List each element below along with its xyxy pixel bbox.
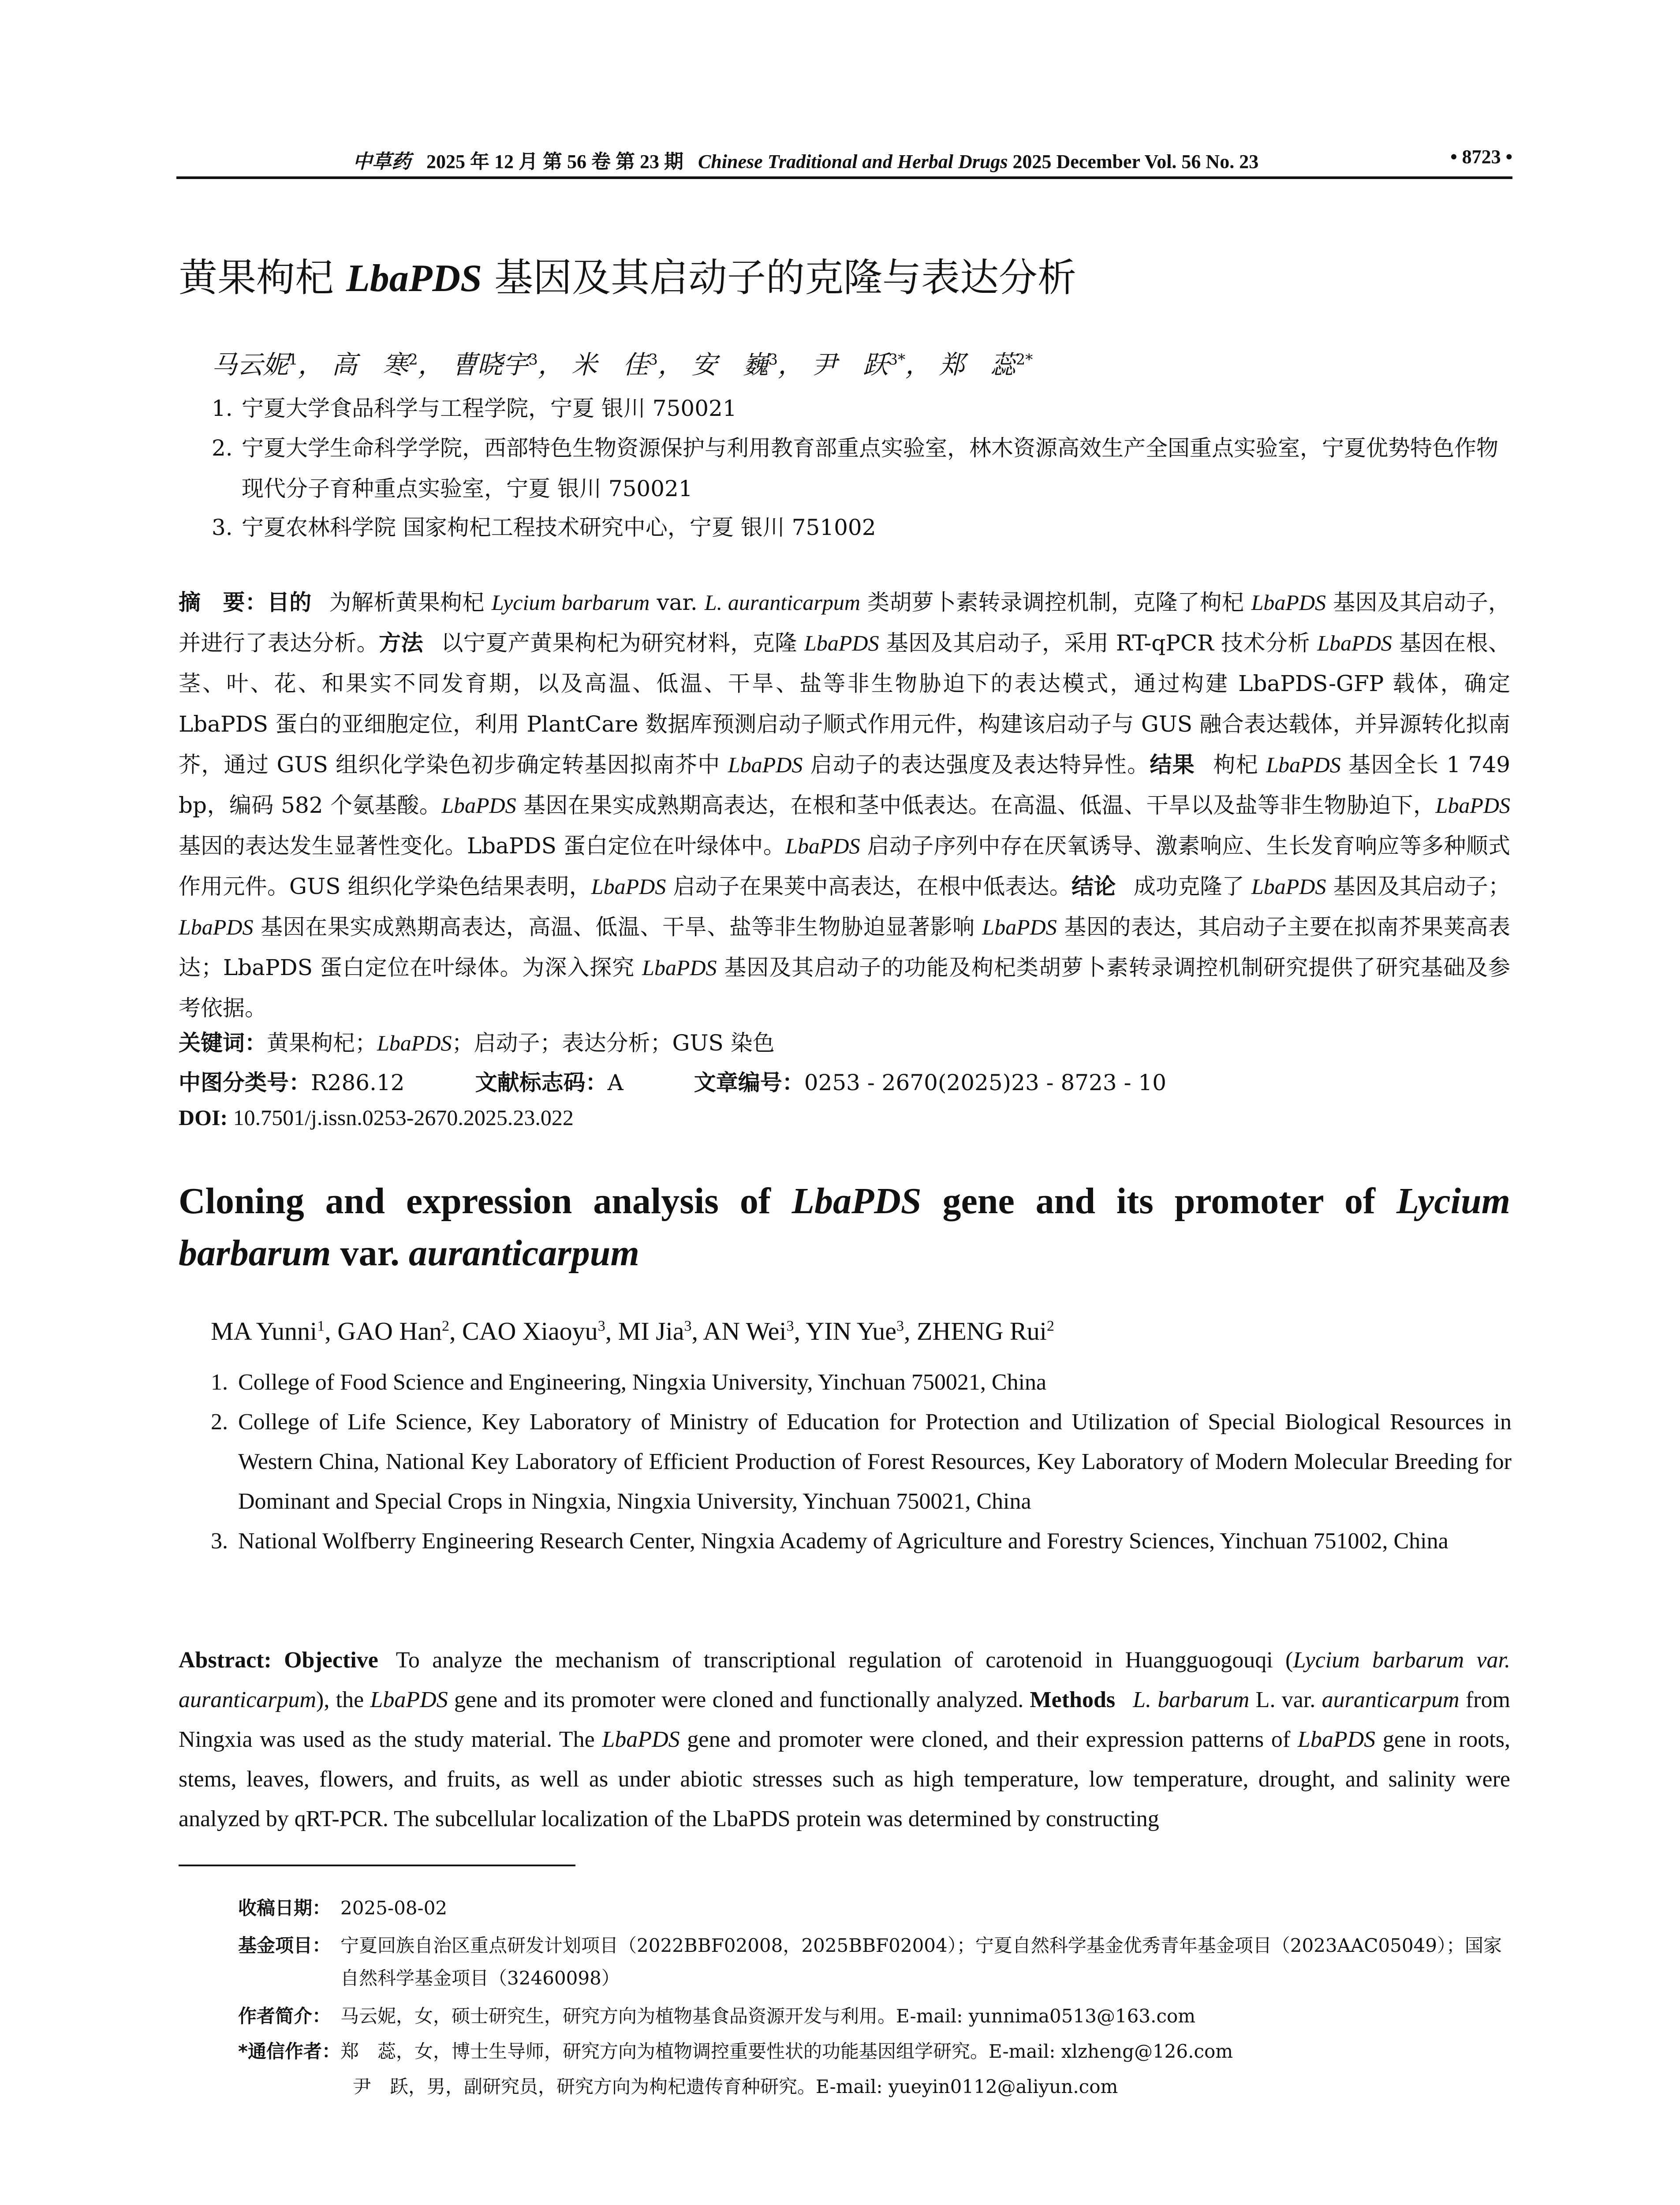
issue-en: 2025 December Vol. 56 No. 23 [1012, 151, 1259, 172]
author-en: CAO Xiaoyu [462, 1317, 598, 1345]
running-header [176, 142, 1512, 179]
author-cn: 尹 跃 [811, 350, 889, 380]
footnote-corresponding-2: 尹 跃，男，副研究员，研究方向为枸杞遗传育种研究。E-mail: yueyin0112@aliyun.com [353, 2076, 1118, 2097]
abstract-en: Abstract: Objective To analyze the mechanism of transcriptional regulation of carotenoid in Huangguogouqi (Lycium barbarum var. auranticarpum), the LbaPDS gene and its promoter were cloned and functionally analyzed. Methods L. barbarum L. var. auranticarpum from Ningxia was used as the study material. The LbaPDS gene and promoter were cloned, and their expression patterns of LbaPDS gene in roots, stems, leaves, flowers, and fruits, as well as under abiotic stresses such as high temperature, low temperature, drought, and salinity were analyzed by qRT-PCR. The subcellular localization of the LbaPDS protein was determined by constructing [179, 1648, 1510, 1831]
author-en: MA Yunni [211, 1317, 317, 1345]
title-en: Cloning and expression analysis of LbaPDS gene and its promoter of Lycium barbarum var. auranticarpum [179, 1181, 1510, 1274]
author-en: YIN Yue [806, 1317, 897, 1345]
classification-line: 中图分类号：R286.12 文献标志码：A 文章编号：0253 - 2670(2025)23 - 8723 - 10 [179, 1070, 1167, 1095]
affiliation-cn: 3. 宁夏农林科学院 国家枸杞工程技术研究中心，宁夏 银川 751002 [212, 515, 876, 540]
footnote-author: 作者简介： 马云妮，女，硕士研究生，研究方向为植物基食品资源开发与利用。E-mail: yunnima0513@163.com [238, 2005, 1196, 2027]
title-cn-gene: LbaPDS [346, 257, 482, 300]
footnote-fund: 基金项目： 宁夏回族自治区重点研发计划项目（2022BBF02008，2025BBF02004）；宁夏自然科学基金优秀青年基金项目（2023AAC05049）；国家自然科学基金项目（32460098） [238, 1935, 1502, 1989]
footnote-rule [179, 1865, 575, 1866]
author-cn: 马云妮 [212, 350, 289, 380]
affiliation-cn: 2. 宁夏大学生命科学学院，西部特色生物资源保护与利用教育部重点实验室，林木资源高效生产全国重点实验室，宁夏优势特色作物现代分子育种重点实验室，宁夏 银川 750021 [212, 435, 1498, 501]
doi-line: DOI: 10.7501/j.issn.0253-2670.2025.23.022 [179, 1105, 574, 1130]
affiliation-en: 3. National Wolfberry Engineering Research Center, Ningxia Academy of Agriculture and Forestry Sciences, Yinchuan 751002, China [211, 1529, 1449, 1554]
footnote-received: 收稿日期： 2025-08-02 [238, 1897, 448, 1919]
running-header-journal [353, 146, 1258, 174]
author-en: GAO Han [337, 1317, 442, 1345]
affiliation-en: 1. College of Food Science and Engineering, Ningxia University, Yinchuan 750021, China [211, 1370, 1047, 1395]
affiliation-cn: 1. 宁夏大学食品科学与工程学院，宁夏 银川 750021 [212, 396, 737, 421]
authors-cn: 马云妮$^1$， 高 寒$^2$， 曹晓宇$^3$， 米 佳$^3$， 安 巍$^3$， 尹 跃$^{3*}$， 郑 蕊$^{2*}$ [212, 350, 1033, 380]
abstract-cn: 摘 要：目的 为解析黄果枸杞 Lycium barbarum var. L. auranticarpum 类胡萝卜素转录调控机制，克隆了枸杞 LbaPDS 基因及其启动子，并进行了表达分析。方法 以宁夏产黄果枸杞为研究材料，克隆 LbaPDS 基因及其启动子，采用 RT-qPCR 技术分析 LbaPDS 基因在根、茎、叶、花、和果实不同发育期，以及高温、低温、干旱、盐等非生物胁迫下的表达模式，通过构建 LbaPDS-GFP 载体，确定 LbaPDS 蛋白的亚细胞定位，利用 PlantCare 数据库预测启动子顺式作用元件，构建该启动子与 GUS 融合表达载体，并异源转化拟南芥，通过 GUS 组织化学染色初步确定转基因拟南芥中 LbaPDS 启动子的表达强度及表达特异性。结果 枸杞 LbaPDS 基因全长 1 749 bp，编码 582 个氨基酸。LbaPDS 基因在果实成熟期高表达，在根和茎中低表达。在高温、低温、干旱以及盐等非生物胁迫下，LbaPDS 基因的表达发生显著性变化。LbaPDS 蛋白定位在叶绿体中。LbaPDS 启动子序列中存在厌氧诱导、激素响应、生长发育响应等多种顺式作用元件。GUS 组织化学染色结果表明，LbaPDS 启动子在果荚中高表达，在根中低表达。结论 成功克隆了 LbaPDS 基因及其启动子；LbaPDS 基因在果实成熟期高表达，高温、低温、干旱、盐等非生物胁迫显著影响 LbaPDS 基因的表达，其启动子主要在拟南芥果荚高表达；LbaPDS 蛋白定位在叶绿体。为深入探究 LbaPDS 基因及其启动子的功能及枸杞类胡萝卜素转录调控机制研究提供了研究基础及参考依据。 [179, 590, 1510, 1021]
authors-en: MA Yunni$^1$, GAO Han$^2$, CAO Xiaoyu$^3$, MI Jia$^3$, AN Wei$^3$, YIN Yue$^3$, ZHENG Rui$^2$ [211, 1317, 1054, 1345]
affiliation-en: 2. College of Life Science, Key Laboratory of Ministry of Education for Protection and Utilization of Special Biological Resources in Western China, National Key Laboratory of Efficient Production of Forest Resources, Key Laboratory of Modern Molecular Breeding for Dominant and Special Crops in Ningxia, Ningxia University, Yinchuan 750021, China [211, 1409, 1512, 1514]
title-cn: 黄果枸杞 LbaPDS 基因及其启动子的克隆与表达分析 [179, 255, 1076, 300]
author-en: ZHENG Rui [917, 1317, 1047, 1345]
author-cn: 曹晓宇 [452, 350, 529, 380]
issue-cn: 2025 年 12 月 第 56 卷 第 23 期 [426, 151, 683, 172]
journal-en-name: Chinese Traditional and Herbal Drugs [698, 151, 1008, 172]
author-cn: 安 巍 [691, 350, 769, 380]
author-cn: 高 寒 [332, 350, 409, 380]
author-en: MI Jia [618, 1317, 684, 1345]
page-number: • 8723 • [1450, 146, 1512, 168]
author-cn: 郑 蕊 [939, 350, 1016, 380]
journal-cn-name: 中草药 [353, 150, 411, 173]
keywords-cn: 关键词：黄果枸杞；LbaPDS；启动子；表达分析；GUS 染色 [179, 1030, 775, 1056]
author-en: AN Wei [703, 1317, 787, 1345]
footnote-corresponding: *通信作者： 郑 蕊，女，博士生导师，研究方向为植物调控重要性状的功能基因组学研究。E-mail: xlzheng@126.com [238, 2041, 1233, 2062]
author-cn: 米 佳 [571, 350, 649, 380]
